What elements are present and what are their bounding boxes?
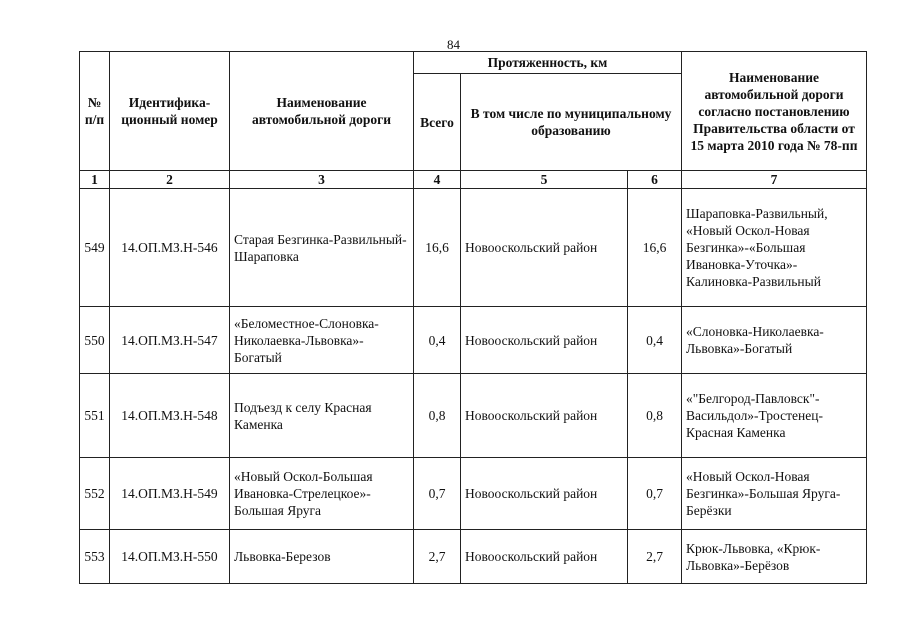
row-total: 2,7 — [414, 530, 461, 584]
column-number: 2 — [110, 171, 230, 189]
row-total: 16,6 — [414, 189, 461, 307]
column-number: 7 — [682, 171, 867, 189]
table-row — [80, 189, 867, 307]
table-header — [80, 52, 867, 189]
row-gov-name: «"Белгород-Павловск"-Васильдол»-Тростенец-Красная Каменка — [682, 374, 867, 458]
row-district-km: 0,8 — [628, 374, 682, 458]
row-total: 0,8 — [414, 374, 461, 458]
table-row — [80, 307, 867, 374]
row-district-km: 0,4 — [628, 307, 682, 374]
column-number: 6 — [628, 171, 682, 189]
column-number: 4 — [414, 171, 461, 189]
row-road-name: Подъезд к селу Красная Каменка — [230, 374, 414, 458]
row-road-name: Львовка-Березов — [230, 530, 414, 584]
row-gov-name: Крюк-Львовка, «Крюк-Львовка»-Берёзов — [682, 530, 867, 584]
row-num: 550 — [80, 307, 110, 374]
row-num: 549 — [80, 189, 110, 307]
header-road-name: Наименование автомобильной дороги — [230, 52, 414, 171]
row-ident: 14.ОП.МЗ.Н-547 — [110, 307, 230, 374]
column-number: 1 — [80, 171, 110, 189]
column-number: 5 — [461, 171, 628, 189]
row-road-name: «Беломестное-Слоновка-Николаевка-Львовка»-Богатый — [230, 307, 414, 374]
row-ident: 14.ОП.МЗ.Н-548 — [110, 374, 230, 458]
row-total: 0,4 — [414, 307, 461, 374]
column-number: 3 — [230, 171, 414, 189]
row-road-name: «Новый Оскол-Большая Ивановка-Стрелецкое»-Большая Яруга — [230, 458, 414, 530]
row-district: Новооскольский район — [461, 530, 628, 584]
row-ident: 14.ОП.МЗ.Н-546 — [110, 189, 230, 307]
roads-table — [79, 51, 867, 584]
row-gov-name: «Слоновка-Николаевка-Львовка»-Богатый — [682, 307, 867, 374]
row-gov-name: Шараповка-Развильный, «Новый Оскол-Новая Безгинка»-«Большая Ивановка-Уточка»-Калиновка-Развильный — [682, 189, 867, 307]
header-gov-name: Наименование автомобильной дороги согласно постановлению Правительства области от 15 марта 2010 года № 78-пп — [682, 52, 867, 171]
table-row — [80, 374, 867, 458]
header-total: Всего — [414, 74, 461, 171]
row-gov-name: «Новый Оскол-Новая Безгинка»-Большая Яруга-Берёзки — [682, 458, 867, 530]
row-total: 0,7 — [414, 458, 461, 530]
row-district: Новооскольский район — [461, 374, 628, 458]
row-district: Новооскольский район — [461, 307, 628, 374]
page-number: 84 — [447, 37, 460, 52]
header-municipal: В том числе по муниципальному образованию — [461, 74, 682, 171]
row-ident: 14.ОП.МЗ.Н-549 — [110, 458, 230, 530]
row-district-km: 0,7 — [628, 458, 682, 530]
header-length-group: Протяженность, км — [414, 52, 682, 74]
row-district-km: 2,7 — [628, 530, 682, 584]
row-num: 553 — [80, 530, 110, 584]
row-num: 551 — [80, 374, 110, 458]
header-num: № п/п — [80, 52, 110, 171]
row-district-km: 16,6 — [628, 189, 682, 307]
row-district: Новооскольский район — [461, 189, 628, 307]
row-ident: 14.ОП.МЗ.Н-550 — [110, 530, 230, 584]
row-road-name: Старая Безгинка-Развильный-Шараповка — [230, 189, 414, 307]
table-row — [80, 458, 867, 530]
header-ident: Идентифика-ционный номер — [110, 52, 230, 171]
row-district: Новооскольский район — [461, 458, 628, 530]
row-num: 552 — [80, 458, 110, 530]
table-row — [80, 530, 867, 584]
